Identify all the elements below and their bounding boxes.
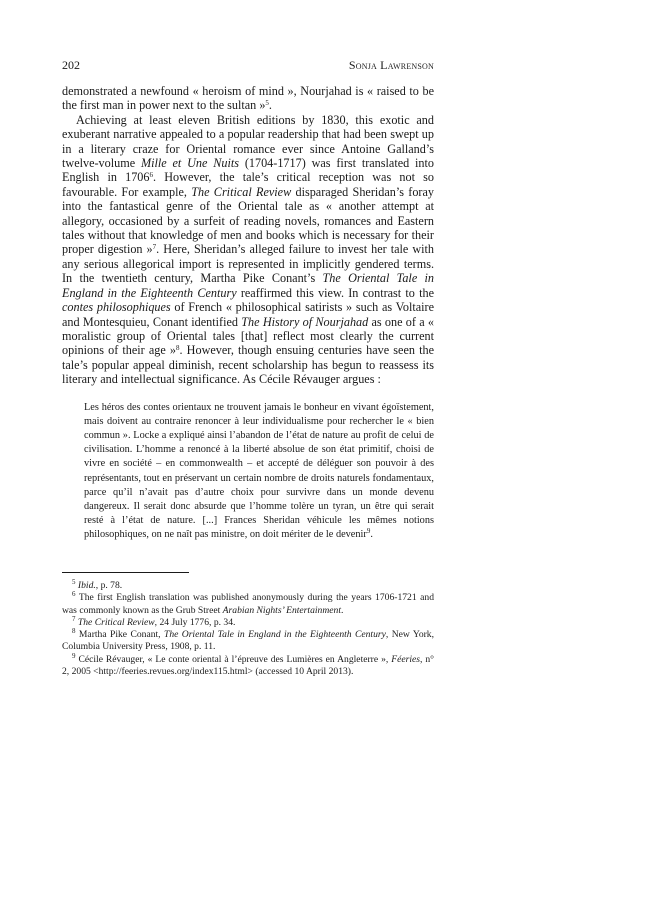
paragraph-1-text: demonstrated a newfound « heroism of mind », Nourjahad is « raised to be the first man in power next to the sultan »: [62, 84, 434, 113]
p2-text-5: . Here, Sheridan’s alleged failure to invest her tale with any serious allegorical import is represented in implicitly gendered terms. In the twentieth century, Martha Pike Conant’s: [62, 242, 434, 286]
footnote-ref-7[interactable]: 7: [152, 243, 157, 252]
block-quote-end: .: [370, 529, 373, 541]
title-history-nourjahad: The History of Nourjahad: [241, 314, 369, 329]
footnote-9-italic: Féeries: [391, 653, 421, 665]
footnote-ref-6[interactable]: 6: [149, 171, 153, 180]
footnote-6-text: The first English translation was published anonymously during the years 1706-1721 and was commonly known as the Grub Street: [62, 592, 434, 616]
title-critical-review: The Critical Review: [191, 184, 292, 199]
footnote-5-number: 5: [72, 578, 76, 586]
footnote-9-end: , n° 2, 2005 <http://feeries.revues.org/index115.html> (accessed 10 April 2013).: [62, 653, 434, 678]
footnote-6-number: 6: [72, 590, 76, 599]
footnote-9: [62, 651, 434, 679]
term-contes-philosophiques: contes philosophiques: [62, 300, 171, 315]
p2-text-9: . However, though ensuing centuries have seen the tale’s popular appeal diminish, recent scholarship has begun to reassess its literary and intellectual significance. As Cécile Révauger argues :: [62, 343, 434, 387]
block-quote-text: Les héros des contes orientaux ne trouvent jamais le bonheur en vivant égoïstement, mais doivent au contraire renoncer à leur individualisme pour rechercher le « bien commun ». Locke a expliqué ainsi l’abandon de l’état de nature au profit de celui de civilisation. L’homme a renoncé à la liberté absolue de son état primitif, choisi de vivre en société – en commonwealth – et accepté de déléguer son pouvoir à des représentants, tout en préservant un certain nombre de droits naturels fondamentaux, parce qu’il n’avait pas d’autre choix pour survivre dans un monde devenu dangereux. Il serait donc absurde que l’homme tolère un tyran, un être qui serait resté à l’état de nature. [...] Frances Sheridan véhicule les mêmes notions philosophiques, on ne naît pas ministre, on doit mériter de le devenir: [84, 401, 434, 541]
footnote-9-text: Cécile Révauger, « Le conte oriental à l’épreuve des Lumières en Angleterre »,: [75, 653, 392, 665]
footnote-8-number: 8: [72, 627, 76, 636]
footnote-5-italic: Ibid.: [77, 580, 96, 591]
title-mille-nuits: Mille et Une Nuits: [140, 156, 239, 171]
block-quote: [84, 401, 434, 543]
footnote-7-italic: The Critical Review: [77, 616, 155, 628]
footnote-9-number: 9: [72, 651, 76, 660]
footnote-7-text: , 24 July 1776, p. 34.: [154, 616, 236, 628]
main-text: [62, 84, 434, 387]
p2-text-8: as one of a « moralistic group of Oriental tales [that] reflect most clearly the current opinions of their age »: [62, 314, 434, 358]
p2-text-7: of French « philosophical satirists » such as Voltaire and Montesquieu, Conant identified: [62, 300, 434, 329]
footnote-ref-9[interactable]: 9: [366, 527, 371, 536]
footnote-8-italic: The Oriental Tale in England in the Eighteenth Century: [163, 629, 386, 641]
page-number: 202: [62, 58, 80, 72]
paragraph-2: [62, 113, 434, 387]
footnote-8-end: , New York, Columbia University Press, 1908, p. 11.: [62, 629, 435, 653]
block-quote-paragraph: [84, 401, 434, 543]
footnote-ref-5[interactable]: 5: [265, 99, 269, 108]
page-content: [62, 58, 434, 543]
footnote-6-end: .: [341, 604, 344, 616]
running-author: Sonja Lawrenson: [348, 58, 434, 72]
footnote-8-text: Martha Pike Conant,: [75, 629, 164, 641]
p2-text-3: . However, the tale’s critical reception was not so favourable. For example,: [62, 170, 434, 199]
footnote-8: [62, 629, 434, 654]
footnote-separator: [62, 572, 189, 573]
footnote-7-number: 7: [72, 614, 76, 623]
p2-text-4: disparaged Sheridan’s foray into the fantastical genre of the Oriental tale as « another attempt at allegory, occasioned by a surfeit of reading novels, romances and Eastern tales without that knowledge of men and books which is necessary for their proper digestion »: [62, 184, 434, 257]
footnote-5-text: , p. 78.: [95, 580, 123, 591]
footnote-5: [62, 580, 434, 592]
footnote-6-italic: Arabian Nights’ Entertainment: [222, 604, 341, 616]
paragraph-1: [62, 84, 434, 113]
footnotes: [62, 580, 434, 678]
p2-text-6: reaffirmed this view. In contrast to the: [236, 285, 434, 300]
paragraph-1-end: .: [268, 98, 272, 113]
footnote-6: [62, 592, 434, 617]
footnote-7: [62, 614, 434, 629]
p2-text-1: Achieving at least eleven British editions by 1830, this exotic and exuberant narrative appealed to a popular readership that had been swept up in a literary craze for Oriental romance ever since Antoine Galland’s twelve-volume: [62, 112, 434, 171]
title-oriental-tale: The Oriental Tale in England in the Eighteenth Century: [62, 271, 435, 300]
p2-text-2: (1704-1717) was first translated into English in 1706: [62, 156, 434, 185]
footnote-ref-8[interactable]: 8: [176, 344, 180, 353]
running-header: [62, 58, 434, 72]
